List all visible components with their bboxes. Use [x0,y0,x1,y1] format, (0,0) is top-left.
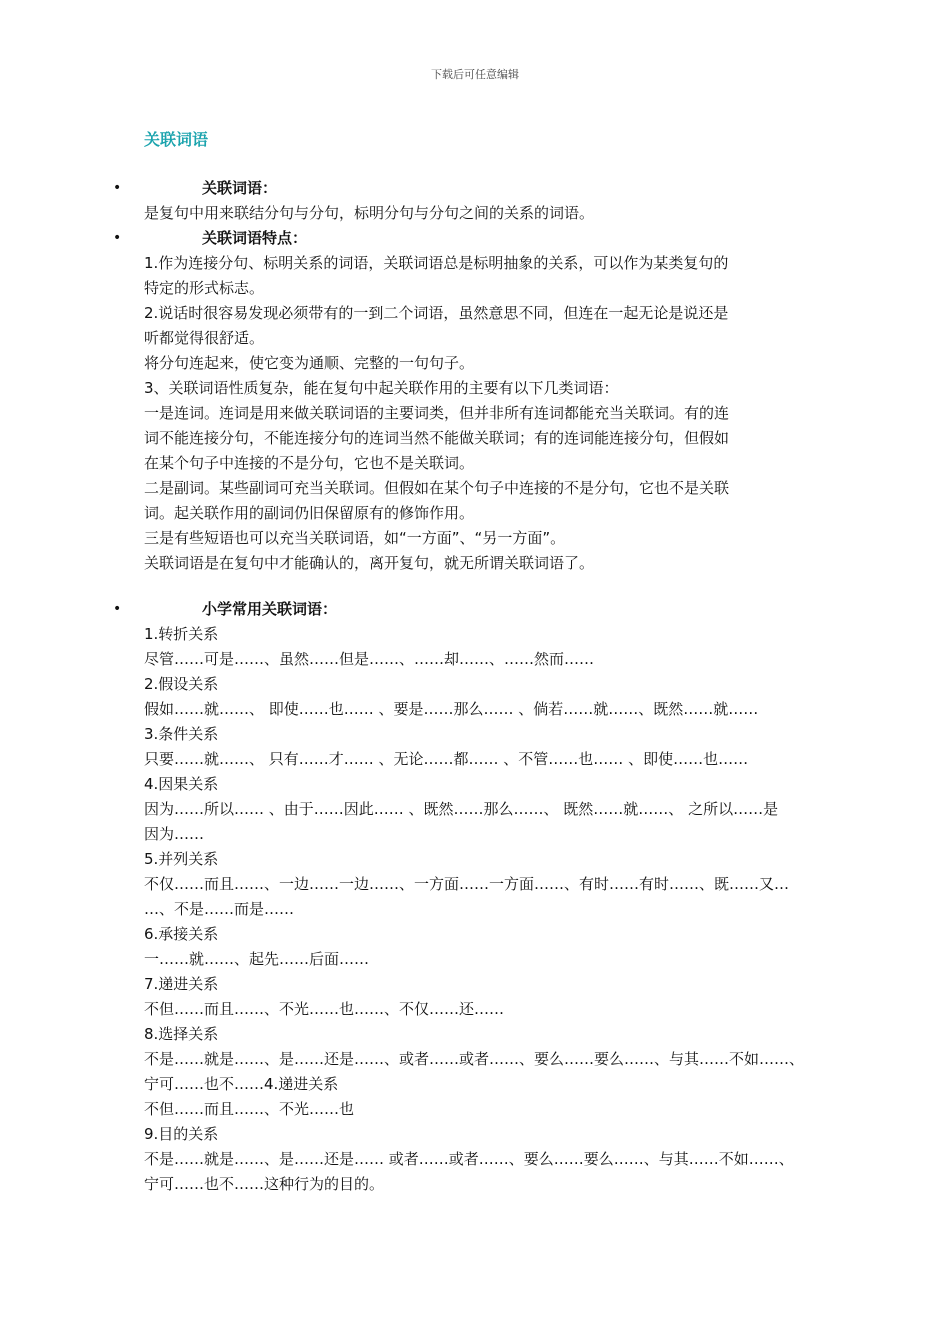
bullet-common-words: • [113,601,122,617]
common-words-line: 尽管……可是……、虽然……但是……、……却……、……然而…… [144,650,595,668]
bullet-features: • [113,230,122,246]
page-header: 下载后可任意编辑 [431,68,519,81]
features-line: 在某个句子中连接的不是分句，它也不是关联词。 [144,454,475,472]
features-line: 一是连词。连词是用来做关联词语的主要词类，但并非所有连词都能充当关联词。有的连 [144,404,730,422]
features-line: 二是副词。某些副词可充当关联词。但假如在某个句子中连接的不是分句，它也不是关联 [144,479,730,497]
common-words-line: 9.目的关系 [144,1125,219,1143]
common-words-line: 宁可……也不……这种行为的目的。 [144,1175,385,1193]
common-words-line: 6.承接关系 [144,925,219,943]
heading-common-words: 小学常用关联词语： [202,600,338,618]
common-words-line: 2.假设关系 [144,675,219,693]
common-words-line: …、不是……而是…… [144,900,295,918]
page-title: 关联词语 [144,130,209,149]
heading-features: 关联词语特点： [202,229,308,247]
features-line: 1.作为连接分句、标明关系的词语，关联词语总是标明抽象的关系，可以作为某类复句的 [144,254,729,272]
common-words-line: 因为……所以…… 、由于……因此…… 、既然……那么……、 既然……就……、 之所以……是 [144,800,779,818]
features-line: 3、关联词语性质复杂，能在复句中起关联作用的主要有以下几类词语： [144,379,619,397]
common-words-line: 5.并列关系 [144,850,219,868]
features-line: 2.说话时很容易发现必须带有的一到二个词语，虽然意思不同，但连在一起无论是说还是 [144,304,729,322]
features-line: 关联词语是在复句中才能确认的，离开复句，就无所谓关联词语了。 [144,554,595,572]
common-words-line: 一……就……、起先……后面…… [144,950,370,968]
common-words-line: 3.条件关系 [144,725,219,743]
common-words-line: 4.因果关系 [144,775,219,793]
features-line: 将分句连起来，使它变为通顺、完整的一句句子。 [144,354,475,372]
common-words-line: 1.转折关系 [144,625,219,643]
heading-definition: 关联词语： [202,179,278,197]
common-words-line: 因为…… [144,825,205,843]
common-words-line: 7.递进关系 [144,975,219,993]
common-words-line: 不是……就是……、是……还是…… 或者……或者……、要么……要么……、与其……不如……、 [144,1150,794,1168]
definition-line: 是复句中用来联结分句与分句，标明分句与分句之间的关系的词语。 [144,204,595,222]
common-words-line: 只要……就……、 只有……才…… 、无论……都…… 、不管……也…… 、即使……也…… [144,750,749,768]
bullet-definition: • [113,180,122,196]
common-words-line: 不但……而且……、不光……也……、不仅……还…… [144,1000,505,1018]
features-line: 特定的形式标志。 [144,279,265,297]
features-line: 词。起关联作用的副词仍旧保留原有的修饰作用。 [144,504,475,522]
common-words-line: 假如……就……、 即使……也…… 、要是……那么…… 、倘若……就……、既然……就…… [144,700,759,718]
common-words-line: 8.选择关系 [144,1025,219,1043]
features-line: 听都觉得很舒适。 [144,329,265,347]
common-words-line: 不是……就是……、是……还是……、或者……或者……、要么……要么……、与其……不如……、 [144,1050,805,1068]
features-line: 三是有些短语也可以充当关联词语，如“一方面”、“另一方面”。 [144,529,566,547]
common-words-line: 宁可……也不……4.递进关系 [144,1075,339,1093]
features-line: 词不能连接分句，不能连接分句的连词当然不能做关联词；有的连词能连接分句，但假如 [144,429,730,447]
common-words-line: 不仅……而且……、一边……一边……、一方面……一方面……、有时……有时……、既……又… [144,875,790,893]
common-words-line: 不但……而且……、不光……也 [144,1100,355,1118]
